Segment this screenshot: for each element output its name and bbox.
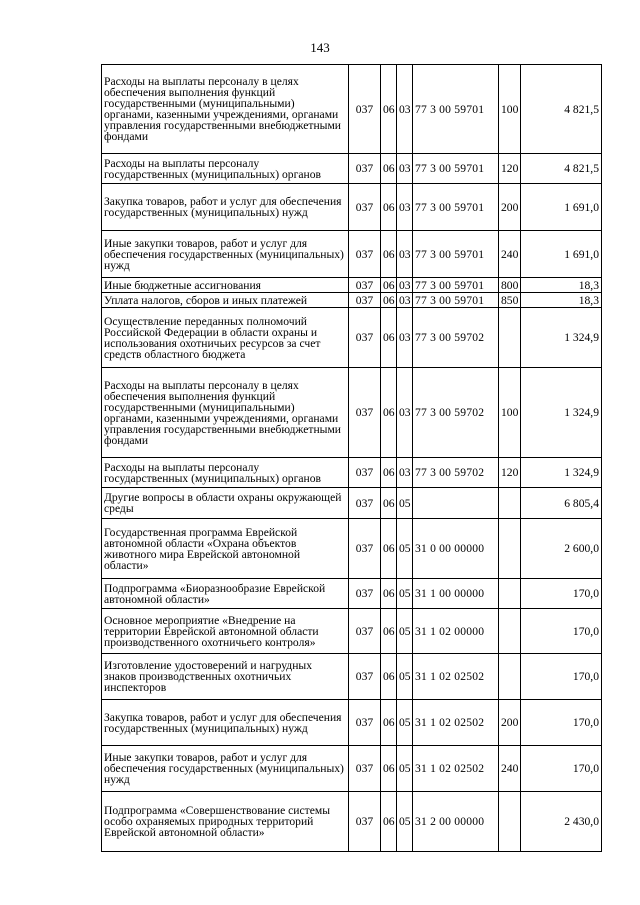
row-ved: 037 xyxy=(349,519,381,579)
row-csr: 77 3 00 59702 xyxy=(413,368,499,458)
row-csr xyxy=(413,488,499,519)
row-vr: 240 xyxy=(499,231,521,278)
row-sum: 6 805,4 xyxy=(521,488,602,519)
row-name: Подпрограмма «Совершенствование системы особо охраняемых природных территорий Еврейской автономной области» xyxy=(102,792,349,852)
row-name: Иные закупки товаров, работ и услуг для обеспечения государственных (муниципальных) нужд xyxy=(102,231,349,278)
row-ved: 037 xyxy=(349,579,381,609)
row-sum: 170,0 xyxy=(521,746,602,792)
row-vr xyxy=(499,792,521,852)
row-csr: 31 0 00 00000 xyxy=(413,519,499,579)
row-vr: 100 xyxy=(499,368,521,458)
row-sum: 2 600,0 xyxy=(521,519,602,579)
row-pr: 05 xyxy=(397,488,413,519)
row-csr: 77 3 00 59701 xyxy=(413,65,499,154)
table-row xyxy=(102,154,602,184)
row-vr: 800 xyxy=(499,278,521,293)
row-csr: 77 3 00 59701 xyxy=(413,184,499,231)
row-sum: 1 324,9 xyxy=(521,308,602,368)
budget-table xyxy=(101,64,602,852)
row-csr: 31 1 02 02502 xyxy=(413,700,499,746)
row-rz: 06 xyxy=(381,458,397,488)
row-vr xyxy=(499,308,521,368)
row-rz: 06 xyxy=(381,278,397,293)
row-sum: 4 821,5 xyxy=(521,154,602,184)
row-rz: 06 xyxy=(381,579,397,609)
row-ved: 037 xyxy=(349,458,381,488)
row-csr: 77 3 00 59701 xyxy=(413,278,499,293)
table-row xyxy=(102,368,602,458)
row-name: Расходы на выплаты персоналу в целях обеспечения выполнения функций государственными (муниципальными) органами, казенными учреждениями, органами управления государственными внебюджетными фондами xyxy=(102,368,349,458)
row-vr: 120 xyxy=(499,458,521,488)
table-row xyxy=(102,488,602,519)
row-rz: 06 xyxy=(381,184,397,231)
row-name: Закупка товаров, работ и услуг для обеспечения государственных (муниципальных) нужд xyxy=(102,700,349,746)
row-csr: 77 3 00 59702 xyxy=(413,458,499,488)
row-pr: 03 xyxy=(397,154,413,184)
row-csr: 31 2 00 00000 xyxy=(413,792,499,852)
row-ved: 037 xyxy=(349,368,381,458)
row-sum: 170,0 xyxy=(521,700,602,746)
row-csr: 31 1 02 00000 xyxy=(413,609,499,654)
row-vr: 850 xyxy=(499,293,521,308)
budget-table-body xyxy=(102,65,602,852)
row-pr: 03 xyxy=(397,278,413,293)
row-vr xyxy=(499,609,521,654)
row-pr: 03 xyxy=(397,231,413,278)
row-ved: 037 xyxy=(349,65,381,154)
row-name: Иные бюджетные ассигнования xyxy=(102,278,349,293)
table-row xyxy=(102,579,602,609)
row-rz: 06 xyxy=(381,609,397,654)
row-name: Другие вопросы в области охраны окружающей среды xyxy=(102,488,349,519)
table-row xyxy=(102,519,602,579)
row-rz: 06 xyxy=(381,700,397,746)
row-ved: 037 xyxy=(349,488,381,519)
row-rz: 06 xyxy=(381,231,397,278)
row-vr xyxy=(499,579,521,609)
row-name: Иные закупки товаров, работ и услуг для обеспечения государственных (муниципальных) нужд xyxy=(102,746,349,792)
row-pr: 05 xyxy=(397,609,413,654)
row-pr: 05 xyxy=(397,746,413,792)
table-row xyxy=(102,308,602,368)
row-name: Расходы на выплаты персоналу в целях обеспечения выполнения функций государственными (муниципальными) органами, казенными учреждениями, органами управления государственными внебюджетными фондами xyxy=(102,65,349,154)
row-ved: 037 xyxy=(349,293,381,308)
row-name: Расходы на выплаты персоналу государственных (муниципальных) органов xyxy=(102,458,349,488)
row-rz: 06 xyxy=(381,154,397,184)
row-ved: 037 xyxy=(349,184,381,231)
row-csr: 77 3 00 59701 xyxy=(413,293,499,308)
row-rz: 06 xyxy=(381,746,397,792)
row-vr xyxy=(499,519,521,579)
row-vr: 240 xyxy=(499,746,521,792)
row-sum: 4 821,5 xyxy=(521,65,602,154)
row-name: Осуществление переданных полномочий Российской Федерации в области охраны и использования охотничьих ресурсов за счет средств областного бюджета xyxy=(102,308,349,368)
row-sum: 1 324,9 xyxy=(521,368,602,458)
table-row xyxy=(102,746,602,792)
row-sum: 1 324,9 xyxy=(521,458,602,488)
row-name: Расходы на выплаты персоналу государственных (муниципальных) органов xyxy=(102,154,349,184)
table-row xyxy=(102,792,602,852)
row-rz: 06 xyxy=(381,368,397,458)
row-name: Закупка товаров, работ и услуг для обеспечения государственных (муниципальных) нужд xyxy=(102,184,349,231)
row-vr xyxy=(499,654,521,700)
row-ved: 037 xyxy=(349,308,381,368)
row-sum: 1 691,0 xyxy=(521,184,602,231)
table-row xyxy=(102,654,602,700)
row-name: Основное мероприятие «Внедрение на территории Еврейской автономной области производственного охотничьего контроля» xyxy=(102,609,349,654)
row-pr: 03 xyxy=(397,184,413,231)
row-csr: 31 1 02 02502 xyxy=(413,654,499,700)
row-name: Изготовление удостоверений и нагрудных знаков производственных охотничьих инспекторов xyxy=(102,654,349,700)
row-rz: 06 xyxy=(381,519,397,579)
row-vr: 120 xyxy=(499,154,521,184)
row-pr: 03 xyxy=(397,293,413,308)
row-name: Уплата налогов, сборов и иных платежей xyxy=(102,293,349,308)
row-ved: 037 xyxy=(349,231,381,278)
row-sum: 18,3 xyxy=(521,278,602,293)
row-rz: 06 xyxy=(381,65,397,154)
row-ved: 037 xyxy=(349,278,381,293)
row-ved: 037 xyxy=(349,792,381,852)
row-vr: 200 xyxy=(499,184,521,231)
row-sum: 170,0 xyxy=(521,609,602,654)
row-sum: 2 430,0 xyxy=(521,792,602,852)
row-pr: 05 xyxy=(397,792,413,852)
row-vr: 200 xyxy=(499,700,521,746)
row-vr: 100 xyxy=(499,65,521,154)
row-sum: 170,0 xyxy=(521,654,602,700)
table-row xyxy=(102,184,602,231)
row-ved: 037 xyxy=(349,700,381,746)
row-csr: 77 3 00 59702 xyxy=(413,308,499,368)
row-sum: 1 691,0 xyxy=(521,231,602,278)
row-csr: 77 3 00 59701 xyxy=(413,231,499,278)
table-row xyxy=(102,700,602,746)
row-ved: 037 xyxy=(349,654,381,700)
page-number: 143 xyxy=(310,40,330,55)
row-csr: 31 1 02 02502 xyxy=(413,746,499,792)
table-row xyxy=(102,278,602,293)
table-row xyxy=(102,609,602,654)
row-pr: 03 xyxy=(397,368,413,458)
row-sum: 18,3 xyxy=(521,293,602,308)
row-pr: 05 xyxy=(397,519,413,579)
table-row xyxy=(102,65,602,154)
row-csr: 77 3 00 59701 xyxy=(413,154,499,184)
row-name: Подпрограмма «Биоразнообразие Еврейской автономной области» xyxy=(102,579,349,609)
row-ved: 037 xyxy=(349,154,381,184)
row-sum: 170,0 xyxy=(521,579,602,609)
row-ved: 037 xyxy=(349,746,381,792)
table-row xyxy=(102,293,602,308)
table-row xyxy=(102,458,602,488)
row-rz: 06 xyxy=(381,308,397,368)
row-pr: 05 xyxy=(397,579,413,609)
row-csr: 31 1 00 00000 xyxy=(413,579,499,609)
row-pr: 03 xyxy=(397,65,413,154)
row-pr: 03 xyxy=(397,308,413,368)
table-row xyxy=(102,231,602,278)
row-pr: 05 xyxy=(397,654,413,700)
row-name: Государственная программа Еврейской автономной области «Охрана объектов животного мира Еврейской автономной области» xyxy=(102,519,349,579)
row-rz: 06 xyxy=(381,654,397,700)
row-rz: 06 xyxy=(381,488,397,519)
row-pr: 03 xyxy=(397,458,413,488)
row-rz: 06 xyxy=(381,792,397,852)
row-pr: 05 xyxy=(397,700,413,746)
row-vr xyxy=(499,488,521,519)
row-ved: 037 xyxy=(349,609,381,654)
row-rz: 06 xyxy=(381,293,397,308)
